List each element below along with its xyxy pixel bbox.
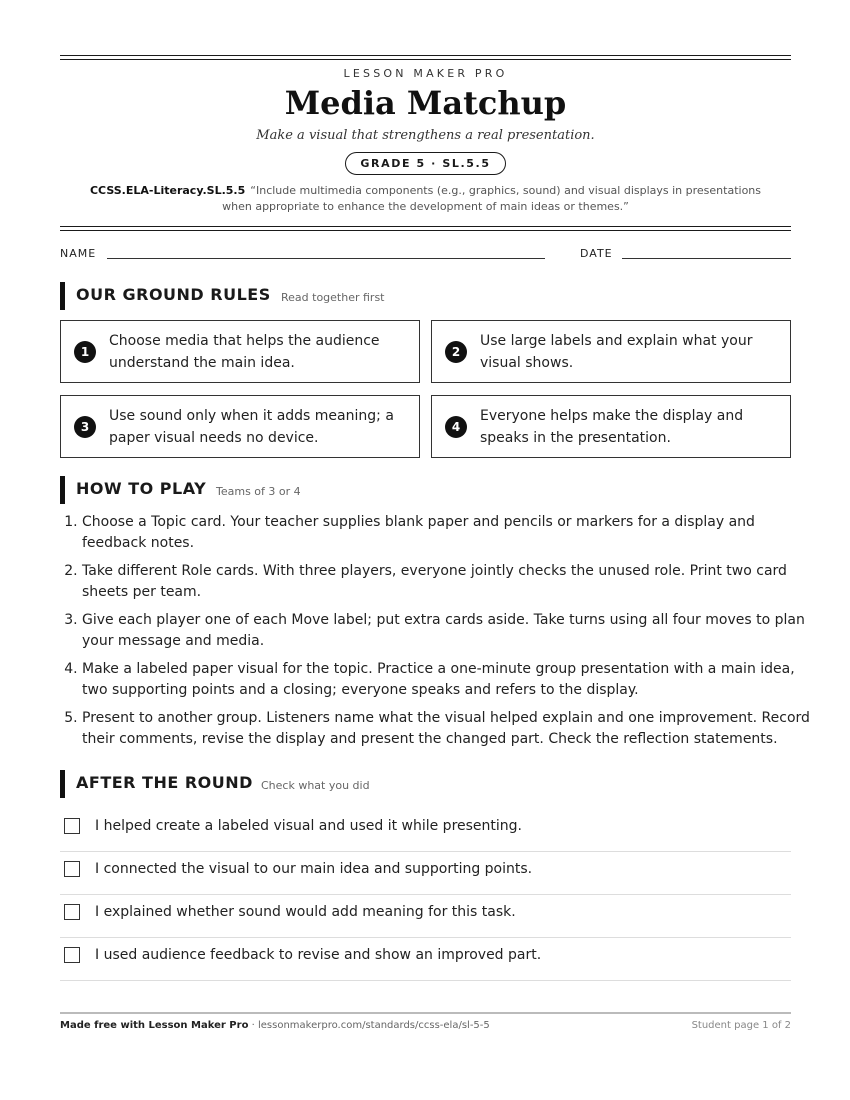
ground-rules-heading: OUR GROUND RULES — [76, 285, 271, 304]
ground-rules-section-header — [60, 282, 791, 310]
section-marker — [60, 770, 65, 798]
reflection-item — [60, 937, 791, 981]
reflection-item — [60, 808, 791, 852]
reflection-text: I used audience feedback to revise and show an improved part. — [95, 947, 542, 963]
worksheet-page — [60, 0, 810, 1100]
date-label: DATE — [580, 247, 613, 260]
reflection-checkbox[interactable] — [64, 861, 80, 877]
footer-separator: · — [248, 1020, 258, 1031]
reflection-item — [60, 894, 791, 938]
rule-text: Use sound only when it adds meaning; a paper visual needs no device. — [109, 408, 394, 446]
footer-made-with: Made free with Lesson Maker Pro — [60, 1020, 249, 1031]
name-label: NAME — [60, 247, 97, 260]
section-marker — [60, 282, 65, 310]
reflection-item — [60, 851, 791, 895]
header-bottom-double-rule — [60, 226, 791, 231]
footer-page-number: Student page 1 of 2 — [691, 1020, 791, 1031]
instruction-step: 5. Present to another group. Listeners name what the visual helped explain and one improvement. Record their comments, revise the display and present the changed part. Check the reflection statements. — [82, 708, 813, 750]
how-to-play-section-header — [60, 476, 791, 504]
top-double-rule — [60, 55, 791, 60]
footer-rule — [60, 1012, 791, 1014]
footer-credit — [60, 1020, 490, 1031]
name-field[interactable] — [107, 258, 545, 259]
rule-number-badge: 3 — [74, 416, 96, 438]
grade-badge-wrap — [60, 152, 791, 175]
reflection-text: I explained whether sound would add meaning for this task. — [95, 904, 516, 920]
brand-name: LESSON MAKER PRO — [343, 67, 508, 80]
grade-badge: GRADE 5 · SL.5.5 — [345, 152, 505, 175]
ground-rules-hint: Read together first — [281, 291, 385, 304]
after-round-hint: Check what you did — [261, 779, 370, 792]
reflection-text: I helped create a labeled visual and used it while presenting. — [95, 818, 522, 834]
instruction-step: 4. Make a labeled paper visual for the topic. Practice a one-minute group presentation with a main idea, two supporting points and a closing; everyone speaks and refers to the display. — [82, 659, 813, 701]
page-subtitle: Make a visual that strengthens a real presentation. — [256, 128, 595, 143]
instruction-step: 1. Choose a Topic card. Your teacher supplies blank paper and pencils or markers for a display and feedback notes. — [82, 512, 813, 554]
instruction-step: 2. Take different Role cards. With three players, everyone jointly checks the unused role. Print two card sheets per team. — [82, 561, 813, 603]
reflection-text: I connected the visual to our main idea and supporting points. — [95, 861, 533, 877]
instructions-list — [60, 512, 813, 757]
standard-code: CCSS.ELA-Literacy.SL.5.5 — [89, 184, 246, 197]
reflection-checkbox[interactable] — [64, 904, 80, 920]
how-to-play-heading: HOW TO PLAY — [76, 479, 207, 498]
ground-rule-card — [431, 395, 791, 458]
how-to-play-hint: Teams of 3 or 4 — [216, 485, 301, 498]
rule-number-badge: 2 — [445, 341, 467, 363]
ground-rule-card — [60, 395, 420, 458]
after-round-section-header — [60, 770, 791, 798]
reflection-checkbox[interactable] — [64, 818, 80, 834]
page-title: Media Matchup — [284, 84, 567, 122]
ground-rule-card — [431, 320, 791, 383]
rule-text: Everyone helps make the display and speaks in the presentation. — [480, 408, 744, 446]
reflection-checkbox[interactable] — [64, 947, 80, 963]
after-round-heading: AFTER THE ROUND — [76, 773, 253, 792]
standard-statement — [80, 183, 771, 215]
footer-url-link[interactable]: lessonmakerpro.com/standards/ccss-ela/sl-5-5 — [257, 1020, 490, 1031]
ground-rule-card — [60, 320, 420, 383]
rule-number-badge: 4 — [445, 416, 467, 438]
rule-number-badge: 1 — [74, 341, 96, 363]
instruction-step: 3. Give each player one of each Move label; put extra cards aside. Take turns using all four moves to plan your message and media. — [82, 610, 813, 652]
date-field[interactable] — [622, 258, 791, 259]
name-date-row — [60, 246, 791, 262]
rule-text: Choose media that helps the audience understand the main idea. — [109, 333, 380, 371]
standard-text: “Include multimedia components (e.g., graphics, sound) and visual displays in presentations when appropriate to enhance the development of main ideas or themes.” — [222, 184, 761, 213]
rule-text: Use large labels and explain what your visual shows. — [480, 333, 753, 371]
section-marker — [60, 476, 65, 504]
